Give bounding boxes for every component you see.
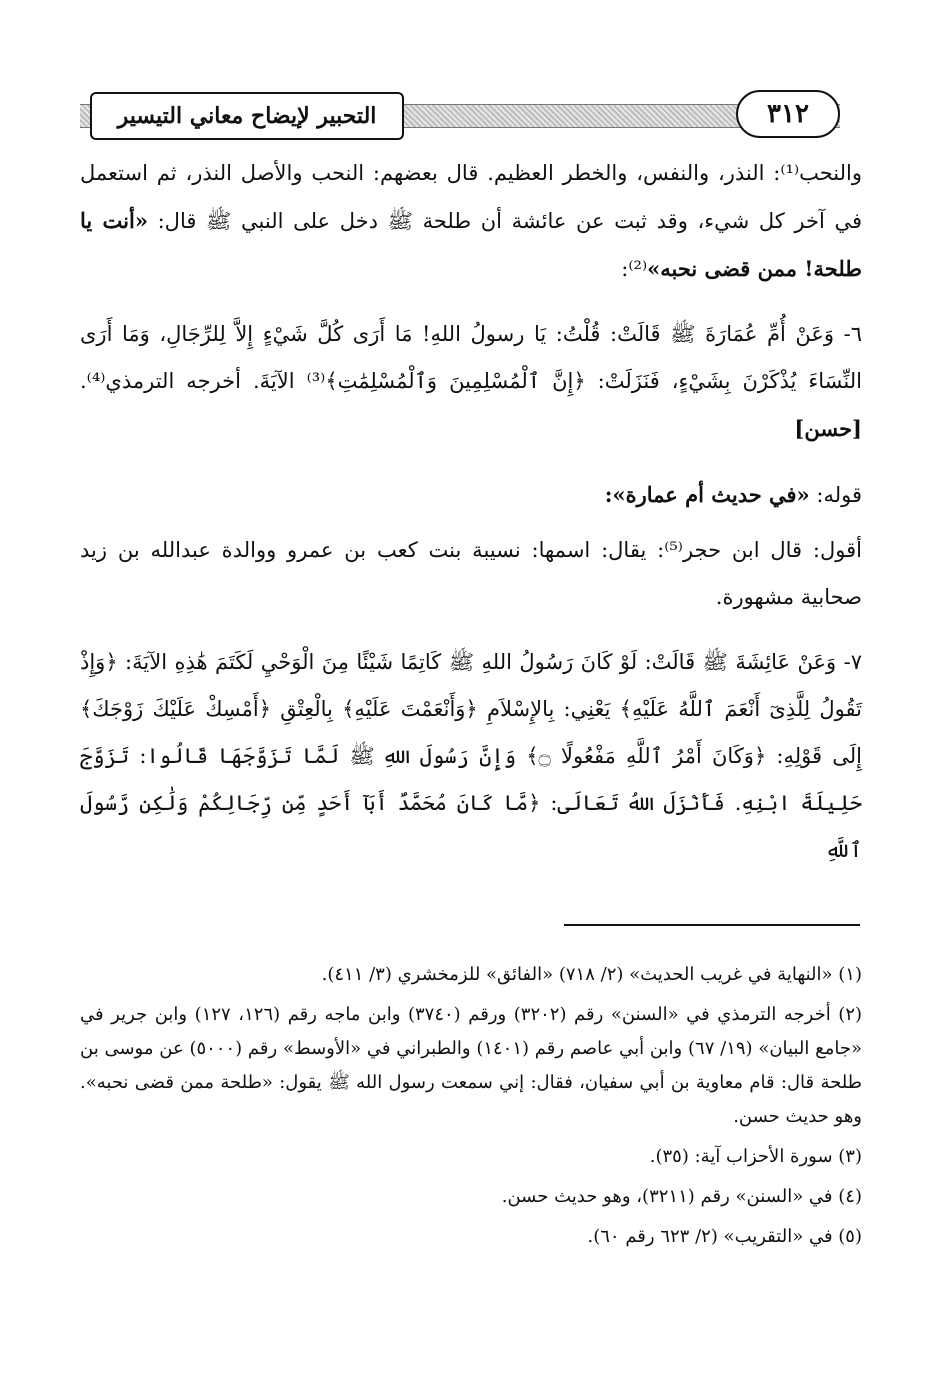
commentary: أقول: قال ابن حجر⁽⁵⁾: يقال: اسمها: نسيبة بنت كعب بن عمرو ووالدة عبدالله بن زيد صحابية مشهورة. [80,538,862,609]
nahb-text: والنحب⁽¹⁾: النذر، والنفس، والخطر العظيم. قال بعضهم: النحب والأصل النذر، ثم استعمل في آخر كل شيء، وقد ثبت عن عائشة أن طلحة ﷺ دخل على النبي ﷺ قال: [80,161,863,233]
quote-heading [80,471,862,519]
quote-label: قوله: [816,483,862,507]
footnote-2: (٢) أخرجه الترمذي في «السنن» رقم (٣٢٠٢) ورقم (٣٧٤٠) وابن ماجه رقم (١٢٦، ١٢٧) وابن جرير في «جامع البيان» (١٩/ ٦٧) وابن أبي عاصم رقم (١٤٠١) والطبراني في «الأوسط» رقم (٥٠٠٠) عن موسى بن طلحة قال: قام معاوية بن أبي سفيان، فقال: إني سمعت رسول الله ﷺ يقول: «طلحة ممن قضى نحبه». وهو حديث حسن. [80,1004,863,1127]
footnotes [80,958,862,1260]
footnote-5: (٥) في «التقريب» (٢/ ٦٢٣ رقم ٦٠). [587,1226,862,1247]
book-title: التحبير لإيضاح معاني التيسير [90,92,404,140]
hadith-6-text: ٦- وَعَنْ أُمِّ عُمَارَةَ ﷺ قَالَتْ: قُلْتُ: يَا رسولُ اللهِ! مَا أَرَى كُلَّ شَيْءٍ إِلاَّ لِلرِّجَالِ، وَمَا أَرَى النِّسَاءَ يُذْكَرْنَ بِشَيْءٍ، فَنَزَلَتْ: ﴿إِنَّ ٱلْمُسْلِمِينَ وَٱلْمُسْلِمَٰتِ﴾⁽³⁾ الآيَةَ. أخرجه الترمذي⁽⁴⁾. [80,322,862,393]
running-header [80,90,840,142]
quote-subject: «في حديث أم عمارة»: [604,482,810,507]
footnote-separator [564,924,860,926]
page-number: ٣١٢ [736,90,840,138]
hadith-quote-talha: «أنت يا طلحة! ممن قضى نحبه» [80,208,862,281]
paragraph-nahb [80,150,862,293]
hadith-6-grade: [حسن] [794,416,862,441]
footnote-ref-2: ⁽²⁾: [621,257,648,281]
footnote-3: (٣) سورة الأحزاب آية: (٣٥). [649,1146,862,1167]
hadith-6 [80,311,862,453]
main-text [80,150,862,882]
footnote-1: (١) «النهاية في غريب الحديث» (٢/ ٧١٨) «الفائق» للزمخشري (٣/ ٤١١). [321,964,862,985]
hadith-7: ٧- وَعَنْ عَائِشَةَ ﷺ قَالَتْ: لَوْ كَانَ رَسُولُ اللهِ ﷺ كَاتِمًا شَيْئًا مِنَ الْوَحْيِ لَكَتَمَ هَٰذِهِ الآيَةَ: ﴿وَإِذْ تَقُولُ لِلَّذِىٓ أَنْعَمَ ٱللَّهُ عَلَيْهِ﴾ يَعْنِي: بِالإِسْلاَمِ ﴿وَأَنْعَمْتَ عَلَيْهِ﴾ بِالْعِتْقِ ﴿أَمْسِكْ عَلَيْكَ زَوْجَكَ﴾ إِلَى قَوْلِهِ: ﴿وَكَانَ أَمْرُ ٱللَّهِ مَفْعُولًا ۝﴾ وَإِنَّ رَسُولَ اللهِ ﷺ لَمَّا تَزَوَّجَهَا قَالُوا: تَزَوَّجَ حَلِيلَةَ ابْنِهِ. فَأَنْزَلَ اللهُ تَعَالَى: ﴿مَّا كَانَ مُحَمَّدٌ أَبَآ أَحَدٍ مِّن رِّجَالِكُمْ وَلَٰكِن رَّسُولَ ٱللَّهِ [80,650,862,862]
footnote-4: (٤) في «السنن» رقم (٣٢١١)، وهو حديث حسن. [501,1186,862,1207]
